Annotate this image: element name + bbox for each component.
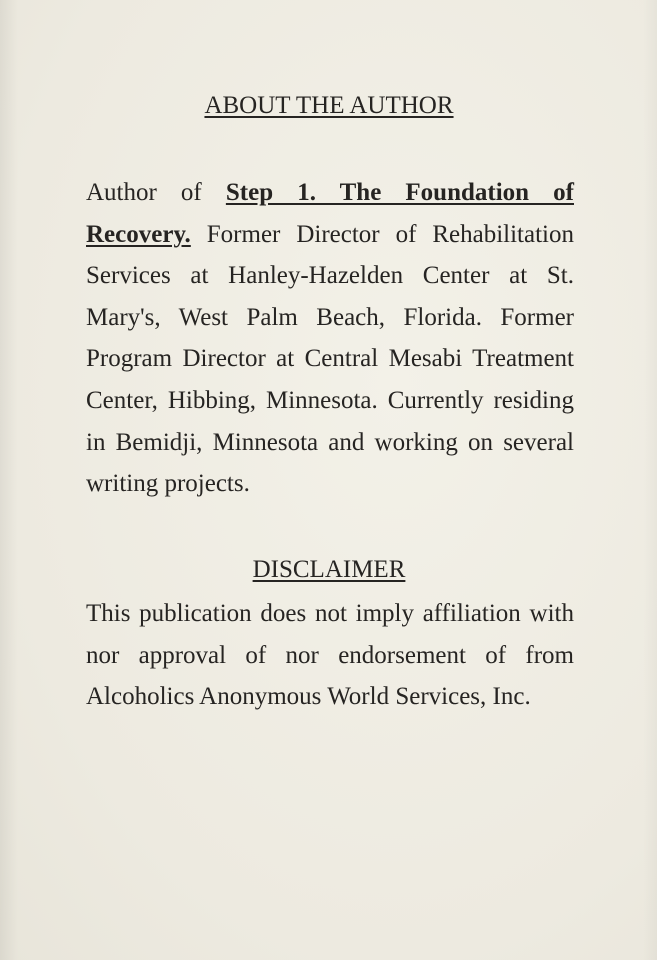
book-title: Step 1. The Foundation of Recovery.: [86, 179, 574, 248]
author-bio-paragraph: [86, 172, 574, 505]
author-bio-text: Former Director of Rehabilitation Services at Hanley-Hazelden Center at St. Mary's, West Palm Beach, Florida. Former Program Director at Central Mesabi Treatment Center, Hibbing, Minnesota. Currently residing in Bemidji, Minnesota and working on several writing projects.: [86, 220, 574, 498]
disclaimer-heading: DISCLAIMER: [252, 556, 406, 583]
author-bio-lead: Author of: [86, 179, 226, 206]
disclaimer-paragraph: This publication does not imply affiliation with nor approval of nor endorsement of from Alcoholics Anonymous World Services, Inc.: [86, 600, 574, 711]
about-author-heading: ABOUT THE AUTHOR: [204, 92, 454, 119]
